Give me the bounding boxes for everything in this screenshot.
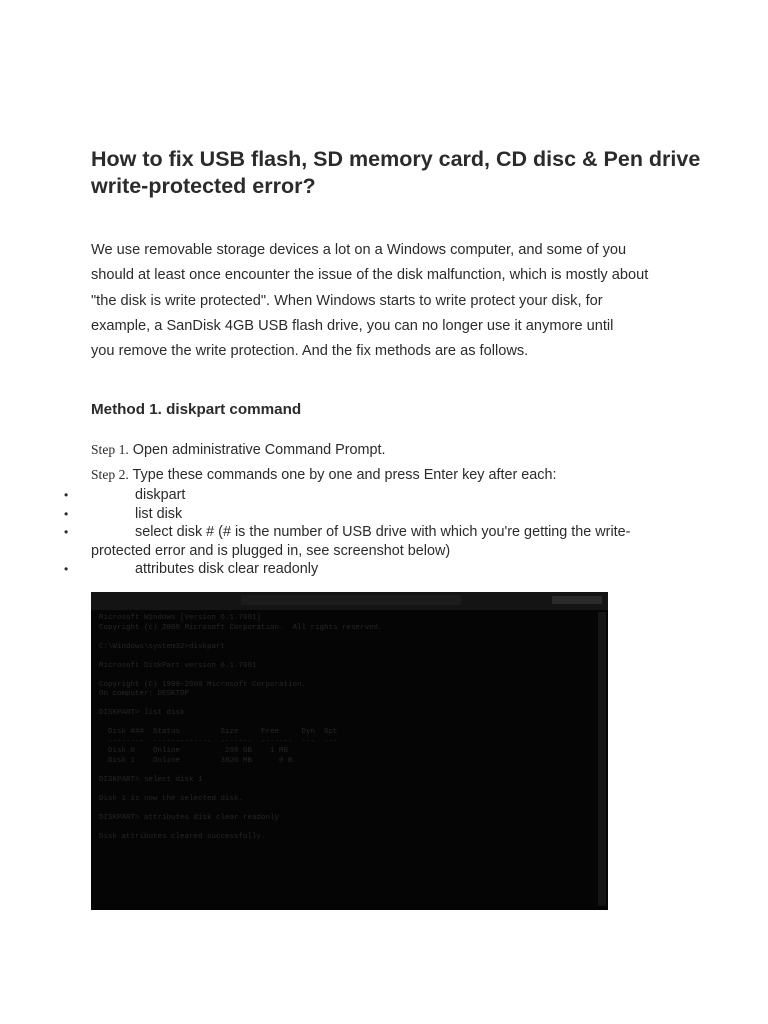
method-heading: Method 1. diskpart command [91,401,302,418]
intro-line: example, a SanDisk 4GB USB flash drive, you can no longer use it anymore until [91,317,614,334]
bullet-icon: • [64,525,69,539]
list-item [0,505,768,524]
step-2 [91,467,556,483]
step-number: Step 2. [91,467,129,482]
step-text: Type these commands one by one and press Enter key after each: [128,467,557,483]
step-1 [91,442,386,458]
list-item [0,486,768,505]
bullet-icon: • [64,506,69,521]
command-text: diskpart [135,487,186,503]
command-continuation: protected error and is plugged in, see screenshot below) [91,542,451,559]
window-controls-icon [552,596,602,604]
intro-line: should at least once encounter the issue of the disk malfunction, which is mostly about [91,267,649,284]
bullet-icon: • [64,488,69,502]
intro-line: you remove the write protection. And the fix methods are as follows. [91,343,529,360]
window-title [241,595,461,605]
step-number: Step 1. [91,442,129,457]
intro-paragraph [91,238,691,364]
console-output: Microsoft Windows [Version 6.1.7601] Copyright (c) 2009 Microsoft Corporation. All rights reserved. C:\Windows\system32>diskpart Microsoft DiskPart version 6.1.7601 Copyright (C) 1999-2008 Microsoft Corporation. On computer: DESKTOP DISKPART> list disk Disk ### Status Size Free Dyn Gpt -------- ------------- ------- ------- --- --- Disk 0 Online 298 GB 1 MB Disk 1 Online 3820 MB 0 B DISKPART> select disk 1 Disk 1 is now the selected disk. DISKPART> attributes disk clear readonly Disk attributes cleared successfully. [99,614,383,841]
list-item [0,523,768,560]
intro-line: We use removable storage devices a lot on a Windows computer, and some of you [91,242,627,258]
intro-line: "the disk is write protected". When Windows starts to write protect your disk, for [91,292,603,309]
step-text: Open administrative Command Prompt. [128,442,386,458]
list-item [0,560,768,579]
command-prompt-screenshot [91,592,608,910]
scrollbar [598,612,606,906]
command-list [0,486,768,579]
window-titlebar [91,592,608,610]
bullet-icon: • [64,562,69,576]
article-title: How to fix USB flash, SD memory card, CD disc & Pen drive write-protected error? [91,147,701,198]
command-text: attributes disk clear readonly [135,561,319,577]
command-text: select disk # (# is the number of USB drive with which you're getting the write- [135,524,631,540]
command-text: list disk [135,505,183,522]
